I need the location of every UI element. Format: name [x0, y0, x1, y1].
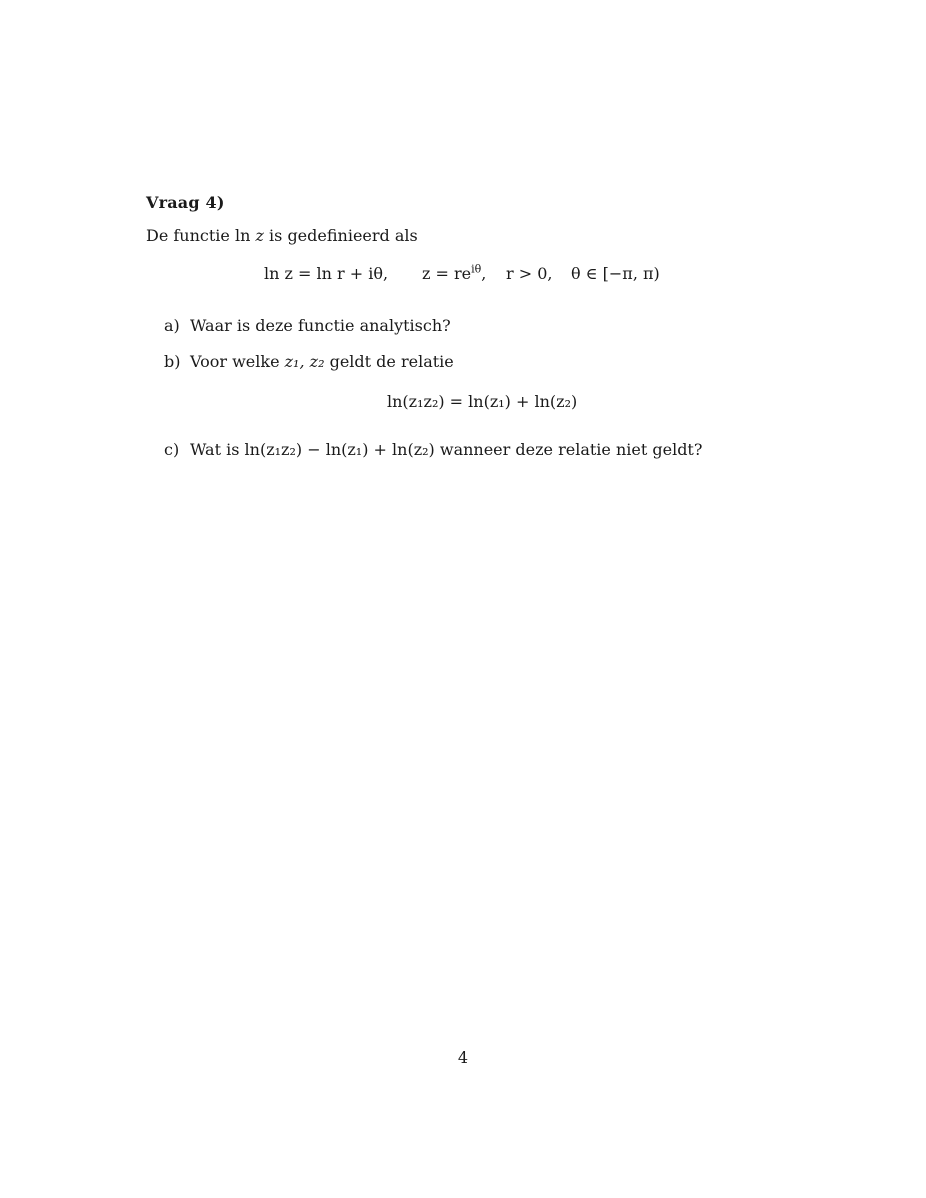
question-a-label: a)	[164, 316, 180, 335]
question-title: Vraag 4)	[146, 193, 225, 212]
relation-equation: ln(z₁z₂) = ln(z₁) + ln(z₂)	[387, 392, 578, 411]
question-c-text-before: Wat is	[190, 440, 245, 459]
question-b-vars: z₁, z₂	[284, 352, 325, 371]
question-b-label: b)	[164, 352, 181, 371]
definition-part-angle: θ ∈ [−π, π)	[571, 264, 660, 283]
polar-base: z = re	[422, 264, 472, 283]
question-b-text-after: geldt de relatie	[324, 352, 454, 371]
intro-fn: ln	[234, 226, 251, 245]
page-number: 4	[457, 1048, 469, 1067]
question-b	[164, 352, 454, 371]
question-b-text-before: Voor welke	[190, 352, 285, 371]
question-c-text-after: wanneer deze relatie niet geldt?	[434, 440, 703, 459]
question-c-label: c)	[164, 440, 180, 459]
polar-exponent: iθ	[471, 262, 482, 276]
question-c	[164, 440, 702, 459]
definition-part-radius: r > 0,	[506, 264, 553, 283]
intro-before: De functie	[146, 226, 235, 245]
intro-text	[146, 226, 418, 245]
definition-part-polar	[422, 264, 486, 283]
question-a	[164, 316, 451, 335]
intro-after: is gedefinieerd als	[263, 226, 418, 245]
intro-var: z	[255, 226, 264, 245]
definition-part-log: ln z = ln r + iθ,	[264, 264, 389, 283]
question-a-text: Waar is deze functie analytisch?	[190, 316, 451, 335]
question-c-expr: ln(z₁z₂) − ln(z₁) + ln(z₂)	[244, 440, 435, 459]
polar-tail: ,	[481, 264, 487, 283]
